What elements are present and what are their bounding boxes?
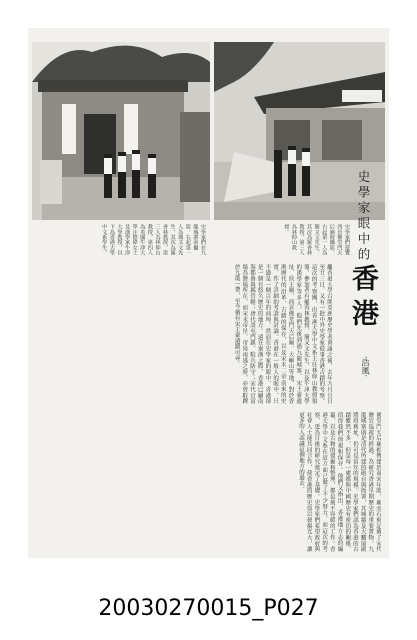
magazine-page (28, 28, 389, 558)
caption-right: 史學家們遊覽西貢佛堂門天后廟時攝影。右起第一人為簡又文先生，其次為羅香林教授，第三人為林仰山教授。 (283, 224, 350, 256)
article-body-lower: 佛堂門天后廟相傳建於南宋年間，廟旁石刻記載了宋代鹽官巡視的經過，為研究香港早期歷史的重要實物。九龍城寨則是清代所建的砲台與衙署，其城牆及大鵬協副將府舊址，仍可見當年的規模。史學家們認為香港的古蹟雖然不多，但是每一處都與中國歷史有密切的關係，值得我們珍視和保存。他們又指出，香港地方志的編纂，以及古物的發掘和整理，都是刻不容緩的工作。香港大學中文系在這方面已做了不少努力，而這次的考察，更為日後的研究奠定了基礎。史學家們希望政府與社會人士能共同合作，使香港的歷史得以發揚光大，讓更多的人認識這個地方的過去。 (297, 412, 381, 552)
article-title: 香港 (347, 264, 378, 334)
photo-kowloon-walled-city (32, 42, 210, 220)
caption-left: 史學家們在九龍城寨前攝影。右起第一人為簡又文先生，其次為羅香林教授，第三人為林仰山教授，第四人為英國牛津大學汪德偉女士及漢學家牛津大學教授、以下為香港大學中文系學生。 (101, 224, 206, 256)
article-subtitle: 史學家眼中的 (356, 170, 371, 263)
article-author: ·浩風· (361, 356, 370, 378)
article-body-upper: 繼香港大學召開亞洲歷史學者會議之後，去年九月廿日至廿三日，又有一批中外史學家從事香港古蹟的考察。這次的考察團，由香港大學中文系主任林仰山教授領導，參加者有羅香林教授、簡又文先生，以及牛津大學的漢學家等多人。他們先後到過九龍城寨、宋王臺遺址、侯王廟、西貢佛堂門天后廟、大嶼山等地，對於香港歷代的沿革、古蹟的保存，以及宋末二帝南來的史實，作了詳細的考證與討論。香港在一般人的眼中，只不過是一個百年的商埠，然而在史學家的眼中，香港卻是一個有悠久歷史的地方。遠在秦漢之際，香港已屬南海郡番禺縣管轄；唐代設屯門鎮，駐兵防守；宋代官富場為鹽場所在，而宋末帝昰、帝昺南逃之時，亦曾駐蹕於九龍一帶，至今猶有宋王臺遺蹟可尋。 (233, 264, 332, 404)
photo-kowloon-walled-city-image (32, 42, 210, 220)
page-identifier: 20030270015_P027 (98, 596, 319, 621)
